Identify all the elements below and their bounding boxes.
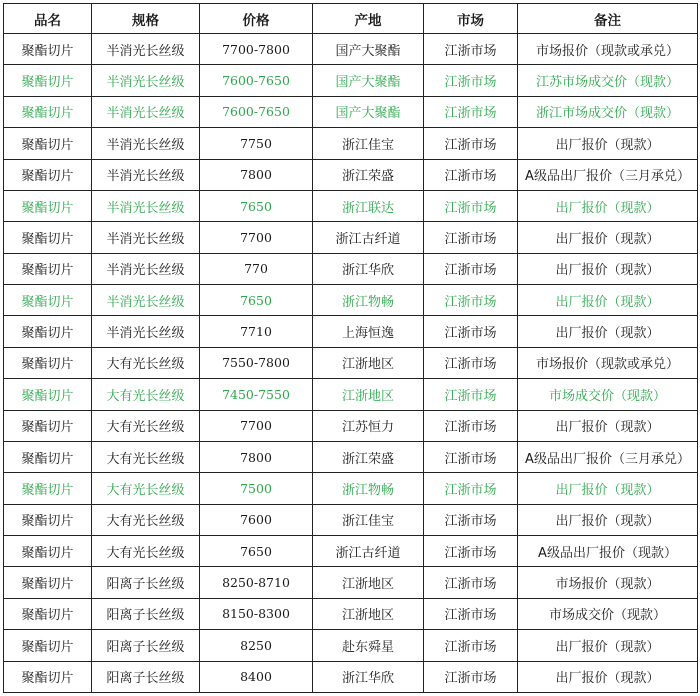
price-cell: 8400 bbox=[200, 661, 313, 693]
remarks-cell: 市场报价（现款或承兑） bbox=[518, 347, 698, 378]
specification-cell: 半消光长丝级 bbox=[92, 34, 200, 65]
specification-cell: 阳离子长丝级 bbox=[92, 630, 200, 661]
table-row bbox=[4, 190, 698, 221]
price-cell: 7450-7550 bbox=[200, 379, 313, 410]
remarks-cell: 出厂报价（现款） bbox=[518, 128, 698, 159]
table-body bbox=[4, 34, 698, 693]
table-row bbox=[4, 473, 698, 504]
remarks-cell: A级品出厂报价（三月承兑） bbox=[518, 441, 698, 472]
table-row bbox=[4, 65, 698, 96]
market-cell: 江浙市场 bbox=[424, 65, 518, 96]
market-cell: 江浙市场 bbox=[424, 536, 518, 567]
table-row bbox=[4, 316, 698, 347]
origin-cell: 国产大聚酯 bbox=[313, 65, 424, 96]
product-name-cell: 聚酯切片 bbox=[4, 410, 92, 441]
remarks-cell: 出厂报价（现款） bbox=[518, 661, 698, 693]
price-cell: 7800 bbox=[200, 441, 313, 472]
remarks-cell: 出厂报价（现款） bbox=[518, 410, 698, 441]
origin-cell: 浙江古纤道 bbox=[313, 536, 424, 567]
remarks-cell: 出厂报价（现款） bbox=[518, 630, 698, 661]
product-name-cell: 聚酯切片 bbox=[4, 285, 92, 316]
origin-cell: 浙江物畅 bbox=[313, 285, 424, 316]
market-cell: 江浙市场 bbox=[424, 128, 518, 159]
market-cell: 江浙市场 bbox=[424, 96, 518, 127]
table-row bbox=[4, 96, 698, 127]
price-cell: 770 bbox=[200, 253, 313, 284]
table-row bbox=[4, 504, 698, 535]
product-name-cell: 聚酯切片 bbox=[4, 128, 92, 159]
product-name-cell: 聚酯切片 bbox=[4, 347, 92, 378]
origin-cell: 浙江物畅 bbox=[313, 473, 424, 504]
market-cell: 江浙市场 bbox=[424, 473, 518, 504]
market-cell: 江浙市场 bbox=[424, 253, 518, 284]
table-row bbox=[4, 567, 698, 598]
market-cell: 江浙市场 bbox=[424, 630, 518, 661]
origin-cell: 江浙地区 bbox=[313, 598, 424, 629]
table-row bbox=[4, 285, 698, 316]
remarks-cell: 市场成交价（现款） bbox=[518, 379, 698, 410]
specification-cell: 半消光长丝级 bbox=[92, 285, 200, 316]
product-name-cell: 聚酯切片 bbox=[4, 473, 92, 504]
price-cell: 8250 bbox=[200, 630, 313, 661]
price-cell: 7700-7800 bbox=[200, 34, 313, 65]
specification-cell: 阳离子长丝级 bbox=[92, 567, 200, 598]
price-cell: 7550-7800 bbox=[200, 347, 313, 378]
origin-cell: 江浙地区 bbox=[313, 347, 424, 378]
market-cell: 江浙市场 bbox=[424, 34, 518, 65]
header-row bbox=[4, 4, 698, 34]
table-row bbox=[4, 379, 698, 410]
product-name-cell: 聚酯切片 bbox=[4, 65, 92, 96]
product-name-cell: 聚酯切片 bbox=[4, 536, 92, 567]
origin-cell: 浙江荣盛 bbox=[313, 441, 424, 472]
product-name-cell: 聚酯切片 bbox=[4, 567, 92, 598]
price-cell: 7650 bbox=[200, 190, 313, 221]
remarks-cell: 出厂报价（现款） bbox=[518, 473, 698, 504]
origin-cell: 浙江荣盛 bbox=[313, 159, 424, 190]
market-cell: 江浙市场 bbox=[424, 661, 518, 693]
specification-cell: 大有光长丝级 bbox=[92, 536, 200, 567]
table-row bbox=[4, 598, 698, 629]
header-remarks: 备注 bbox=[518, 4, 698, 34]
remarks-cell: 出厂报价（现款） bbox=[518, 222, 698, 253]
specification-cell: 大有光长丝级 bbox=[92, 347, 200, 378]
table-row bbox=[4, 536, 698, 567]
price-cell: 8250-8710 bbox=[200, 567, 313, 598]
product-name-cell: 聚酯切片 bbox=[4, 661, 92, 693]
remarks-cell: 市场报价（现款） bbox=[518, 567, 698, 598]
specification-cell: 半消光长丝级 bbox=[92, 222, 200, 253]
remarks-cell: 江苏市场成交价（现款） bbox=[518, 65, 698, 96]
market-cell: 江浙市场 bbox=[424, 410, 518, 441]
specification-cell: 半消光长丝级 bbox=[92, 316, 200, 347]
price-cell: 7650 bbox=[200, 536, 313, 567]
specification-cell: 半消光长丝级 bbox=[92, 190, 200, 221]
origin-cell: 国产大聚酯 bbox=[313, 96, 424, 127]
table-row bbox=[4, 128, 698, 159]
origin-cell: 浙江佳宝 bbox=[313, 504, 424, 535]
specification-cell: 大有光长丝级 bbox=[92, 441, 200, 472]
specification-cell: 大有光长丝级 bbox=[92, 473, 200, 504]
specification-cell: 阳离子长丝级 bbox=[92, 598, 200, 629]
product-name-cell: 聚酯切片 bbox=[4, 598, 92, 629]
price-cell: 7800 bbox=[200, 159, 313, 190]
specification-cell: 半消光长丝级 bbox=[92, 65, 200, 96]
price-cell: 8150-8300 bbox=[200, 598, 313, 629]
market-cell: 江浙市场 bbox=[424, 347, 518, 378]
remarks-cell: 出厂报价（现款） bbox=[518, 190, 698, 221]
origin-cell: 浙江佳宝 bbox=[313, 128, 424, 159]
remarks-cell: 市场报价（现款或承兑） bbox=[518, 34, 698, 65]
header-origin: 产地 bbox=[313, 4, 424, 34]
specification-cell: 阳离子长丝级 bbox=[92, 661, 200, 693]
remarks-cell: 出厂报价（现款） bbox=[518, 504, 698, 535]
origin-cell: 国产大聚酯 bbox=[313, 34, 424, 65]
specification-cell: 半消光长丝级 bbox=[92, 96, 200, 127]
table-header bbox=[4, 4, 698, 34]
origin-cell: 浙江古纤道 bbox=[313, 222, 424, 253]
market-cell: 江浙市场 bbox=[424, 159, 518, 190]
price-cell: 7500 bbox=[200, 473, 313, 504]
market-cell: 江浙市场 bbox=[424, 598, 518, 629]
price-cell: 7700 bbox=[200, 222, 313, 253]
table-row bbox=[4, 347, 698, 378]
table-row bbox=[4, 630, 698, 661]
market-cell: 江浙市场 bbox=[424, 567, 518, 598]
origin-cell: 浙江华欣 bbox=[313, 253, 424, 284]
price-cell: 7650 bbox=[200, 285, 313, 316]
product-name-cell: 聚酯切片 bbox=[4, 504, 92, 535]
specification-cell: 大有光长丝级 bbox=[92, 410, 200, 441]
specification-cell: 大有光长丝级 bbox=[92, 379, 200, 410]
table-row bbox=[4, 222, 698, 253]
price-cell: 7600-7650 bbox=[200, 96, 313, 127]
remarks-cell: 出厂报价（现款） bbox=[518, 285, 698, 316]
product-name-cell: 聚酯切片 bbox=[4, 379, 92, 410]
specification-cell: 大有光长丝级 bbox=[92, 504, 200, 535]
table-row bbox=[4, 159, 698, 190]
table-row bbox=[4, 34, 698, 65]
product-name-cell: 聚酯切片 bbox=[4, 253, 92, 284]
product-name-cell: 聚酯切片 bbox=[4, 34, 92, 65]
header-specification: 规格 bbox=[92, 4, 200, 34]
price-table bbox=[3, 3, 698, 693]
remarks-cell: 浙江市场成交价（现款） bbox=[518, 96, 698, 127]
market-cell: 江浙市场 bbox=[424, 379, 518, 410]
remarks-cell: 出厂报价（现款） bbox=[518, 316, 698, 347]
price-cell: 7700 bbox=[200, 410, 313, 441]
product-name-cell: 聚酯切片 bbox=[4, 316, 92, 347]
specification-cell: 半消光长丝级 bbox=[92, 159, 200, 190]
origin-cell: 江苏恒力 bbox=[313, 410, 424, 441]
product-name-cell: 聚酯切片 bbox=[4, 96, 92, 127]
price-cell: 7710 bbox=[200, 316, 313, 347]
product-name-cell: 聚酯切片 bbox=[4, 190, 92, 221]
market-cell: 江浙市场 bbox=[424, 222, 518, 253]
remarks-cell: 市场成交价（现款） bbox=[518, 598, 698, 629]
table-row bbox=[4, 661, 698, 693]
price-cell: 7600-7650 bbox=[200, 65, 313, 96]
product-name-cell: 聚酯切片 bbox=[4, 222, 92, 253]
header-market: 市场 bbox=[424, 4, 518, 34]
specification-cell: 半消光长丝级 bbox=[92, 253, 200, 284]
remarks-cell: A级品出厂报价（现款） bbox=[518, 536, 698, 567]
specification-cell: 半消光长丝级 bbox=[92, 128, 200, 159]
header-product-name: 品名 bbox=[4, 4, 92, 34]
price-cell: 7600 bbox=[200, 504, 313, 535]
price-cell: 7750 bbox=[200, 128, 313, 159]
table-row bbox=[4, 253, 698, 284]
origin-cell: 浙江华欣 bbox=[313, 661, 424, 693]
origin-cell: 江浙地区 bbox=[313, 567, 424, 598]
product-name-cell: 聚酯切片 bbox=[4, 630, 92, 661]
remarks-cell: 出厂报价（现款） bbox=[518, 253, 698, 284]
market-cell: 江浙市场 bbox=[424, 441, 518, 472]
remarks-cell: A级品出厂报价（三月承兑） bbox=[518, 159, 698, 190]
market-cell: 江浙市场 bbox=[424, 504, 518, 535]
table-row bbox=[4, 441, 698, 472]
product-name-cell: 聚酯切片 bbox=[4, 159, 92, 190]
table-row bbox=[4, 410, 698, 441]
market-cell: 江浙市场 bbox=[424, 285, 518, 316]
origin-cell: 江浙地区 bbox=[313, 379, 424, 410]
product-name-cell: 聚酯切片 bbox=[4, 441, 92, 472]
origin-cell: 上海恒逸 bbox=[313, 316, 424, 347]
market-cell: 江浙市场 bbox=[424, 316, 518, 347]
origin-cell: 浙江联达 bbox=[313, 190, 424, 221]
market-cell: 江浙市场 bbox=[424, 190, 518, 221]
header-price: 价格 bbox=[200, 4, 313, 34]
origin-cell: 赴东舜星 bbox=[313, 630, 424, 661]
